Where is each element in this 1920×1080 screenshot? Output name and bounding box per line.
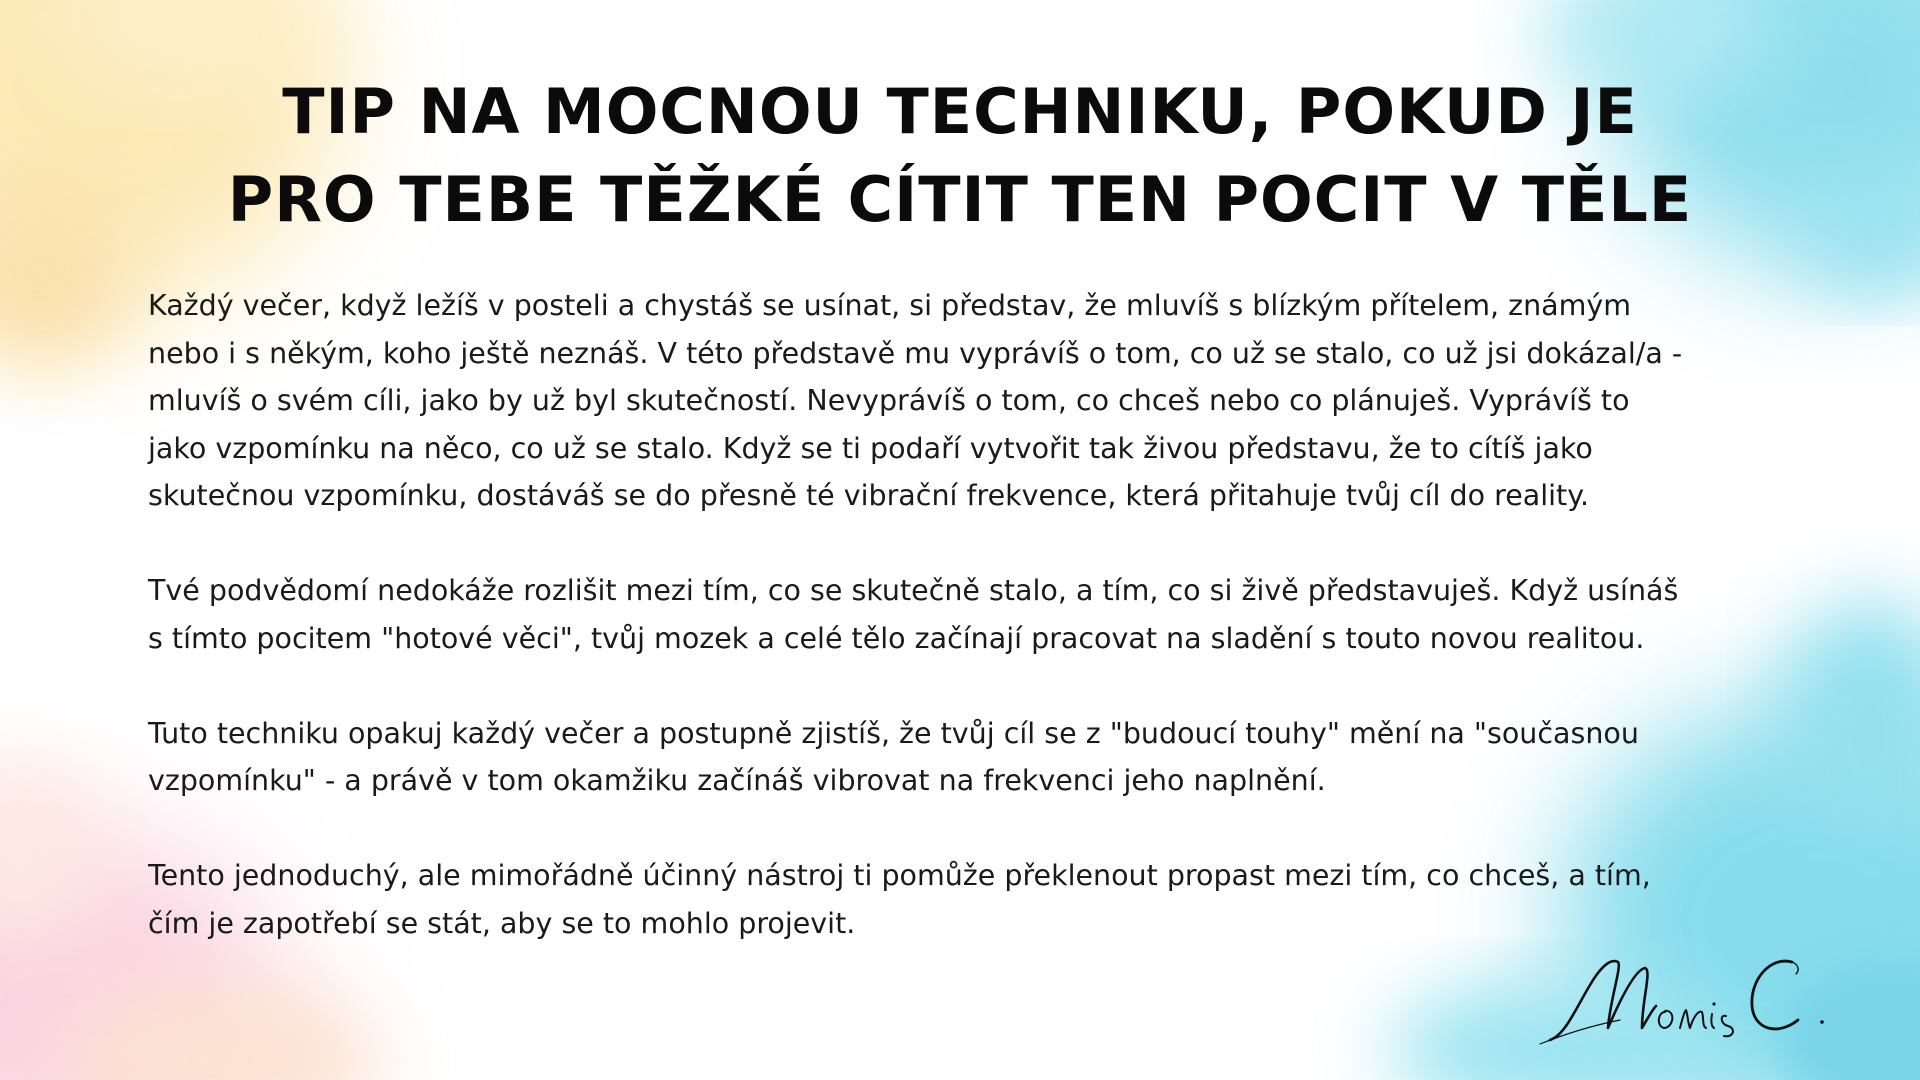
body-text (148, 282, 1848, 947)
title-line: TIP NA MOCNOU TECHNIKU, POKUD JE (282, 75, 1638, 148)
text-line: vzpomínku" - a právě v tom okamžiku začínáš vibrovat na frekvenci jeho naplnění. (148, 764, 1326, 797)
signature (1530, 940, 1850, 1060)
paragraph-4 (148, 852, 1848, 947)
text-line: nebo i s někým, koho ještě neznáš. V této představě mu vyprávíš o tom, co už se stalo, co už jsi dokázal/a - (148, 336, 1683, 370)
paragraph-2 (148, 567, 1848, 662)
text-line: čím je zapotřebí se stát, aby se to mohlo projevit. (148, 906, 856, 940)
text-line: Každý večer, když ležíš v posteli a chystáš se usínat, si představ, že mluvíš s blízkým přítelem, známým (148, 289, 1632, 322)
text-line: jako vzpomínku na něco, co už se stalo. Když se ti podaří vytvořit tak živou představu, že to cítíš jako (148, 431, 1593, 465)
paragraph-3 (148, 710, 1848, 805)
text-line: Tento jednoduchý, ale mimořádně účinný nástroj ti pomůže překlenout propast mezi tím, co chceš, a tím, (148, 859, 1651, 892)
text-line: s tímto pocitem "hotové věci", tvůj mozek a celé tělo začínají pracovat na sladění s touto novou realitou. (148, 621, 1645, 655)
page-title (160, 68, 1760, 244)
text-line: Tvé podvědomí nedokáže rozlišit mezi tím, co se skutečně stalo, a tím, co si živě představuješ. Když usínáš (148, 574, 1679, 607)
text-line: skutečnou vzpomínku, dostáváš se do přesně té vibrační frekvence, která přitahuje tvůj cíl do reality. (148, 479, 1590, 512)
text-line: mluvíš o svém cíli, jako by už byl skutečností. Nevyprávíš o tom, co chceš nebo co plánuješ. Vyprávíš to (148, 384, 1630, 417)
paragraph-1 (148, 282, 1848, 520)
text-line: Tuto techniku opakuj každý večer a postupně zjistíš, že tvůj cíl se z "budoucí touhy" mění na "současnou (148, 716, 1639, 750)
title-line: PRO TEBE TĚŽKÉ CÍTIT TEN POCIT V TĚLE (227, 163, 1693, 236)
